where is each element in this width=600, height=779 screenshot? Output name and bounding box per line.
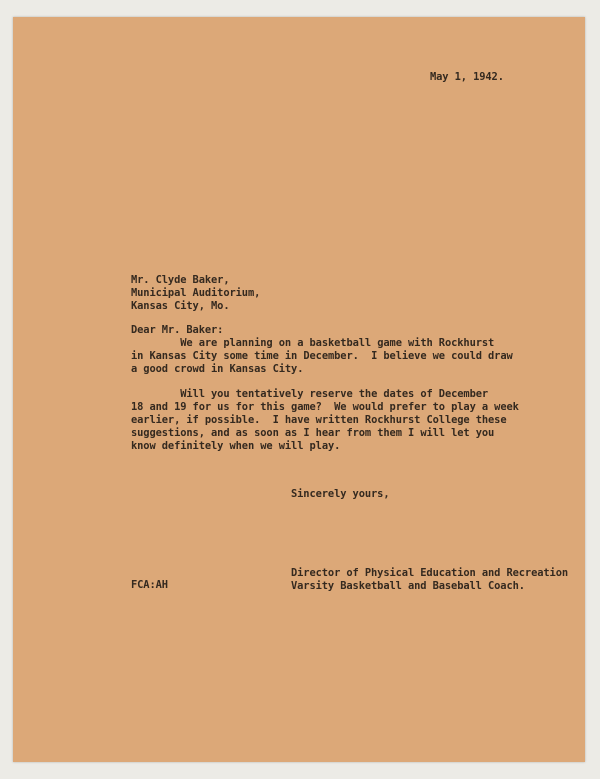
address-line-2: Municipal Auditorium,: [131, 287, 261, 299]
paragraph-1-line-1: We are planning on a basketball game with Rockhurst: [131, 337, 495, 349]
letter-date: May 1, 1942.: [430, 71, 504, 83]
paragraph-2-line-1: Will you tentatively reserve the dates of December: [131, 388, 489, 400]
signature-title-1: Director of Physical Education and Recreation: [291, 567, 569, 579]
closing: Sincerely yours,: [291, 488, 390, 500]
paragraph-2-line-4: suggestions, and as soon as I hear from them I will let you: [131, 427, 495, 439]
letter-page: [13, 17, 585, 762]
salutation: Dear Mr. Baker:: [131, 324, 224, 336]
paragraph-1-line-3: a good crowd in Kansas City.: [131, 363, 304, 375]
paragraph-2-line-3: earlier, if possible. I have written Rockhurst College these: [131, 414, 507, 426]
signature-title-2: Varsity Basketball and Baseball Coach.: [291, 580, 525, 592]
paragraph-1-line-2: in Kansas City some time in December. I believe we could draw: [131, 350, 513, 362]
address-line-1: Mr. Clyde Baker,: [131, 274, 230, 286]
paragraph-2-line-5: know definitely when we will play.: [131, 440, 341, 452]
address-line-3: Kansas City, Mo.: [131, 300, 230, 312]
paragraph-2-line-2: 18 and 19 for us for this game? We would prefer to play a week: [131, 401, 519, 413]
reference-initials: FCA:AH: [131, 579, 168, 591]
